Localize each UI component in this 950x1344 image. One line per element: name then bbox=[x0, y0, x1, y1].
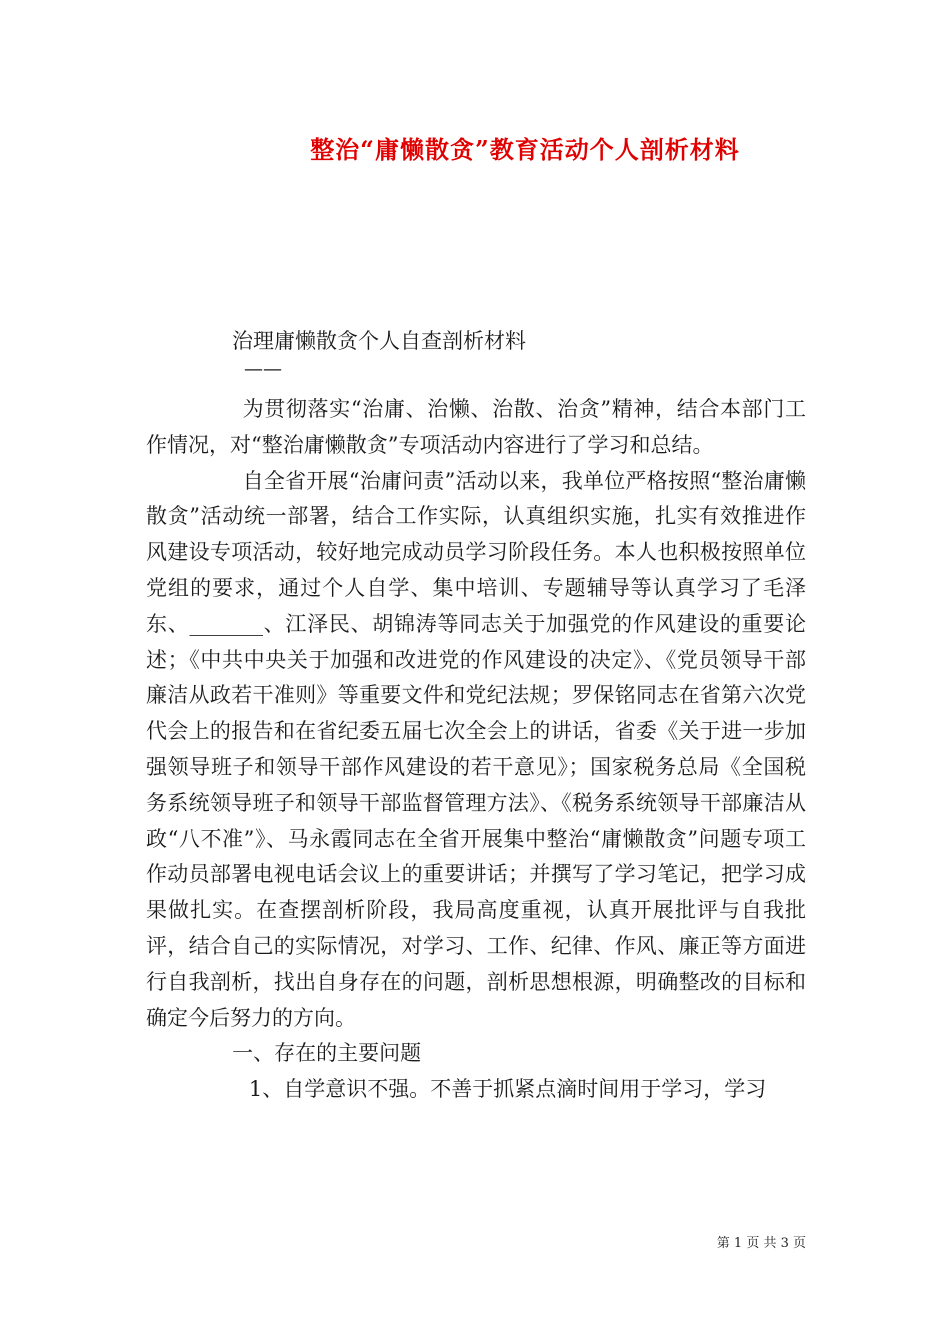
page-number-footer: 第 1 页 共 3 页 bbox=[716, 1236, 806, 1251]
document-title: 整治“庸懒散贪”教育活动个人剖析材料 bbox=[310, 135, 740, 164]
document-subtitle: 治理庸懒散贪个人自查剖析材料 bbox=[232, 329, 526, 353]
paragraph-main: 自全省开展“治庸问责”活动以来，我单位严格按照“整治庸懒散贪”活动统一部署，结合工作实际，认真组织实施，扎实有效推进作风建设专项活动，较好地完成动员学习阶段任务。本人也积极按照单位党组的要求，通过个人自学、集中培训、专题辅导等认真学习了毛泽东、_______、江泽民、胡锦涛等同志关于加强党的作风建设的重要论述；《中共中央关于加强和改进党的作风建设的决定》、《党员领导干部廉洁从政若干准则》等重要文件和党纪法规；罗保铭同志在省第六次党代会上的报告和在省纪委五届七次全会上的讲话，省委《关于进一步加强领导班子和领导干部作风建设的若干意见》；国家税务总局《全国税务系统领导班子和领导干部监督管理方法》、《税务系统领导干部廉洁从政“八不准”》、马永霞同志在全省开展集中整治“庸懒散贪”问题专项工作动员部署电视电话会议上的重要讲话；并撰写了学习笔记，把学习成果做扎实。在查摆剖析阶段，我局高度重视，认真开展批评与自我批评，结合自己的实际情况，对学习、工作、纪律、作风、廉正等方面进行自我剖析，找出自身存在的问题，剖析思想根源，明确整改的目标和确定今后努力的方向。 bbox=[146, 468, 806, 1030]
subtitle-dash: —— bbox=[244, 358, 282, 380]
document-body bbox=[146, 392, 806, 1108]
list-item: 1、自学意识不强。不善于抓紧点滴时间用于学习，学习 bbox=[248, 1077, 767, 1102]
section-heading: 一、存在的主要问题 bbox=[232, 1041, 422, 1066]
paragraph-intro: 为贯彻落实“治庸、治懒、治散、治贪”精神，结合本部门工作情况，对“整治庸懒散贪”专项活动内容进行了学习和总结。 bbox=[146, 397, 806, 457]
